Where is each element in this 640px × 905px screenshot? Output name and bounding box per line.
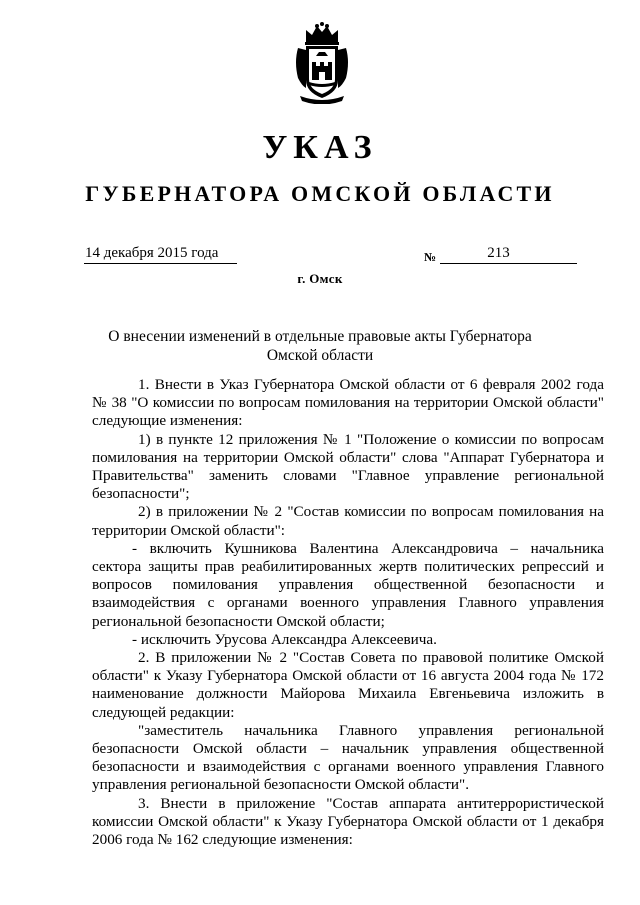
decree-date: 14 декабря 2015 года <box>84 244 237 264</box>
paragraph-1-2-include: - включить Кушникова Валентина Александровича – начальника сектора защиты прав реабилитированных жертв политических репрессий и вопросов помилования управления общественной безопасности и взаимодействия с органами военного управления Главного управления региональной безопасности Омской области; <box>92 539 604 630</box>
document-body <box>92 376 604 849</box>
decree-title: УКАЗ <box>262 129 378 166</box>
document-title-line-1: О внесении изменений в отдельные правовые акты Губернатора <box>108 328 532 345</box>
paragraph-1-2-exclude: - исключить Урусова Александра Алексеевича. <box>132 630 437 648</box>
paragraph-1-2: 2) в приложении № 2 "Состав комиссии по вопросам помилования на территории Омской области": <box>92 503 604 539</box>
number-label: № <box>424 250 437 264</box>
city-name: г. Омск <box>297 271 343 286</box>
paragraph-2-quote: "заместитель начальника Главного управления региональной безопасности Омской области – начальник управления общественной безопасности и взаимодействия с органами военного управления Главного управления региональной безопасности Омской области". <box>92 721 604 794</box>
omsk-region-coat-of-arms-icon <box>292 22 352 104</box>
document-title-line-2: Омской области <box>266 347 374 364</box>
decree-number: 213 <box>487 245 510 261</box>
decree-number-field <box>440 244 577 264</box>
paragraph-1: 1. Внести в Указ Губернатора Омской области от 6 февраля 2002 года № 38 "О комиссии по вопросам помилования на территории Омской области" следующие изменения: <box>92 376 604 430</box>
paragraph-3: 3. Внести в приложение "Состав аппарата антитеррористической комиссии Омской области" к Указу Губернатора Омской области от 1 декабря 2006 года № 162 следующие изменения: <box>92 794 604 849</box>
issuer-title: ГУБЕРНАТОРА ОМСКОЙ ОБЛАСТИ <box>85 181 555 206</box>
paragraph-1-1: 1) в пункте 12 приложения № 1 "Положение о комиссии по вопросам помилования на территории Омской области" слова "Аппарат Губернатора и Правительства" заменить словами "Главное управление региональной безопасности"; <box>92 430 604 503</box>
paragraph-2: 2. В приложении № 2 "Состав Совета по правовой политике Омской области" к Указу Губернатора Омской области от 16 августа 2004 года № 172 наименование должности Майорова Михаила Евгеньевича изложить в следующей редакции: <box>92 649 604 721</box>
document-title <box>80 327 560 365</box>
